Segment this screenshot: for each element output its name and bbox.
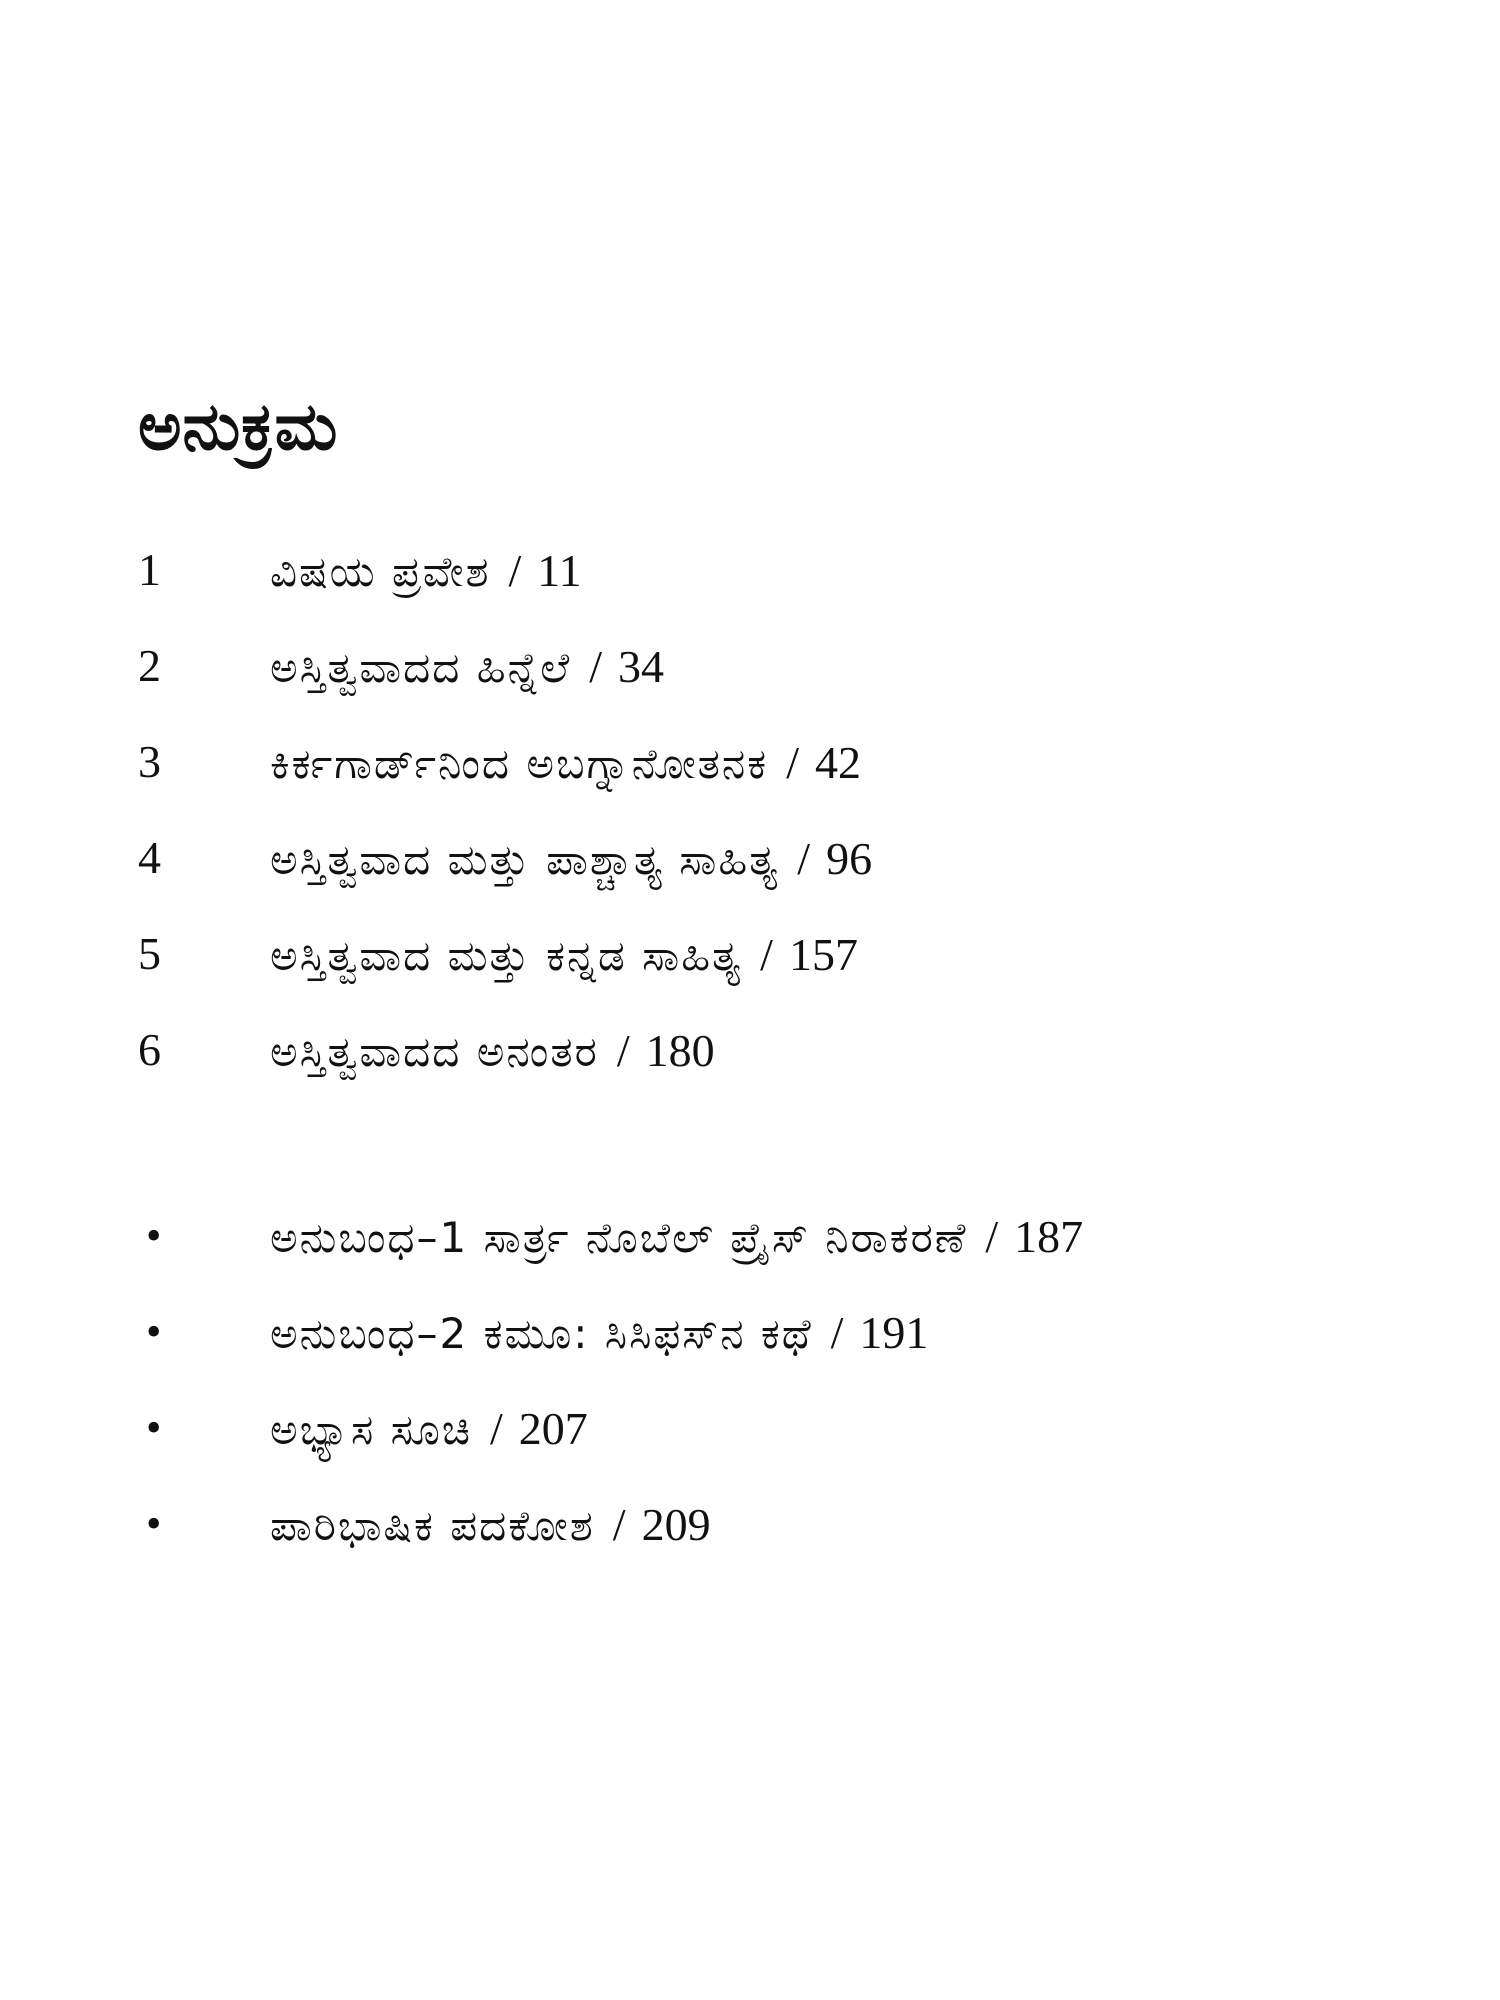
bullet-icon: •: [146, 1499, 162, 1548]
chapter-title: ಅಸ್ತಿತ್ವವಾದ ಮತ್ತು ಕನ್ನಡ ಸಾಹಿತ್ಯ: [270, 930, 743, 980]
chapter-entry: [270, 736, 861, 789]
page-separator: /: [760, 928, 773, 980]
page-separator: /: [797, 832, 811, 884]
page-number: 96: [826, 832, 873, 884]
page-separator: /: [508, 544, 522, 596]
page-title: ಅನುಕ್ರಮ: [138, 388, 339, 466]
appendix-entry: [270, 1498, 711, 1551]
page-number: 191: [859, 1306, 929, 1358]
appendix-title: ಅಭ್ಯಾಸ ಸೂಚಿ: [270, 1404, 472, 1454]
chapter-row-3[interactable]: [0, 732, 1500, 792]
page-number: 180: [645, 1024, 715, 1076]
page-separator: /: [489, 1402, 503, 1454]
chapter-entry: [270, 832, 872, 885]
chapter-title: ಕಿರ್ಕಗಾರ್ಡ್‌ನಿಂದ ಅಬಗ್ನಾನೋತನಕ: [270, 738, 769, 788]
page-separator: /: [786, 736, 799, 788]
appendix-entry: [270, 1306, 928, 1359]
page-separator: /: [612, 1498, 626, 1550]
chapter-entry: [270, 640, 664, 693]
chapter-title: ಅಸ್ತಿತ್ವವಾದದ ಹಿನ್ನೆಲೆ: [270, 642, 572, 692]
chapter-title: ವಿಷಯ ಪ್ರವೇಶ: [270, 546, 491, 596]
chapter-number: 2: [138, 640, 161, 691]
appendix-title: ಅನುಬಂಧ–2 ಕಮೂ: ಸಿಸಿಫಸ್‌ನ ಕಥೆ: [270, 1308, 813, 1358]
page-number: 42: [814, 736, 861, 788]
chapter-row-4[interactable]: [0, 828, 1500, 888]
appendix-row-4[interactable]: [0, 1494, 1500, 1554]
appendix-title: ಅನುಬಂಧ–1 ಸಾರ್ತ್ರ ನೊಬೆಲ್ ಪ್ರೈಸ್ ನಿರಾಕರಣೆ: [270, 1212, 968, 1262]
page-separator: /: [985, 1210, 999, 1262]
chapter-title: ಅಸ್ತಿತ್ವವಾದ ಮತ್ತು ಪಾಶ್ಚಾತ್ಯ ಸಾಹಿತ್ಯ: [270, 834, 780, 884]
chapter-row-2[interactable]: [0, 636, 1500, 696]
appendix-row-3[interactable]: [0, 1398, 1500, 1458]
bullet-icon: •: [146, 1211, 162, 1260]
appendix-title: ಪಾರಿಭಾಷಿಕ ಪದಕೋಶ: [270, 1500, 595, 1550]
chapter-row-1[interactable]: [0, 540, 1500, 600]
page-separator: /: [830, 1306, 844, 1358]
page-number: 157: [788, 928, 858, 980]
page-number: 11: [537, 544, 582, 596]
appendix-row-1[interactable]: [0, 1206, 1500, 1266]
chapter-row-6[interactable]: [0, 1020, 1500, 1080]
bullet-icon: •: [146, 1307, 162, 1356]
chapter-number: 5: [138, 928, 161, 979]
chapter-title: ಅಸ್ತಿತ್ವವಾದದ ಅನಂತರ: [270, 1026, 599, 1076]
chapter-number: 4: [138, 832, 161, 883]
chapter-entry: [270, 1024, 715, 1077]
appendix-row-2[interactable]: [0, 1302, 1500, 1362]
page-number: 209: [641, 1498, 711, 1550]
page-number: 207: [518, 1402, 588, 1454]
appendix-entry: [270, 1402, 588, 1455]
chapter-entry: [270, 928, 858, 981]
appendix-entry: [270, 1210, 1083, 1263]
chapter-entry: [270, 544, 582, 597]
chapter-number: 6: [138, 1024, 161, 1075]
chapter-number: 1: [138, 544, 161, 595]
page-number: 187: [1014, 1210, 1084, 1262]
page-number: 34: [617, 640, 664, 692]
page-separator: /: [616, 1024, 630, 1076]
bullet-icon: •: [146, 1403, 162, 1452]
chapter-row-5[interactable]: [0, 924, 1500, 984]
chapter-number: 3: [138, 736, 161, 787]
page-separator: /: [589, 640, 602, 692]
